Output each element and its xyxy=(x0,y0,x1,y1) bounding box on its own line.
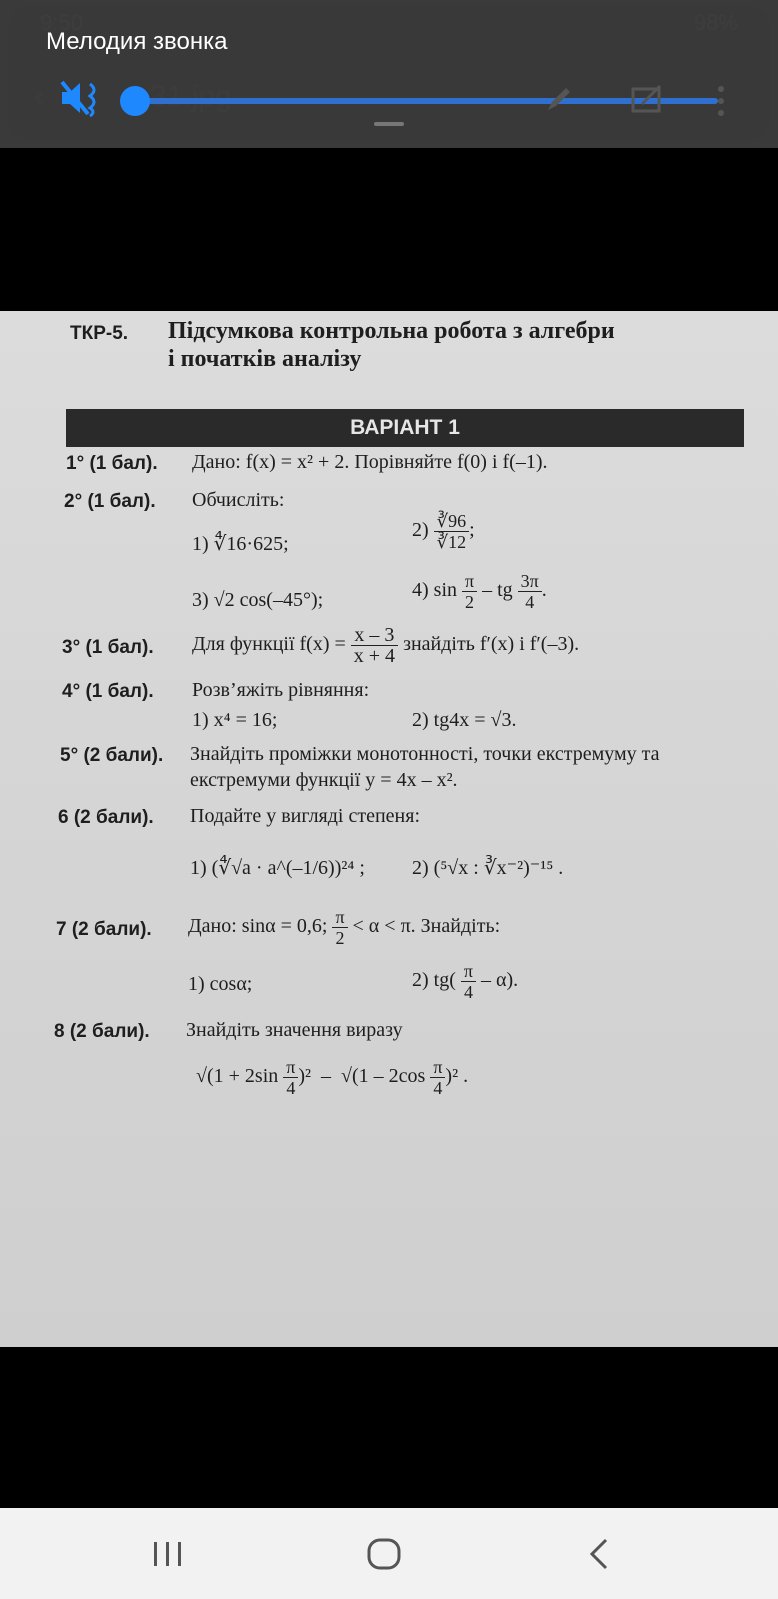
task-7-item-2: 2) tg( $\frac{\pi}{4}$ – α). xyxy=(412,961,519,1002)
task-8-text: Знайдіть значення виразу xyxy=(186,1019,403,1041)
worksheet-photo xyxy=(0,311,778,1347)
task-6-points: 6 (2 бали). xyxy=(58,807,154,828)
task-2-item-2: 2) $\frac{∛96}{∛12}$ ; xyxy=(412,511,475,552)
task-8-points: 8 (2 бали). xyxy=(54,1021,150,1042)
task-4-item-2: 2) tg4x = √3. xyxy=(412,709,517,731)
test-code: ТКР-5. xyxy=(70,323,129,344)
home-icon[interactable] xyxy=(362,1532,406,1576)
more-options-icon[interactable] xyxy=(714,84,728,118)
task-8-expression: √(1 + 2sin $\frac{\pi}{4}$ )² – √(1 – 2cos $\frac{\pi}{4}$ )² . xyxy=(196,1057,469,1098)
edit-icon[interactable] xyxy=(544,84,574,114)
volume-panel xyxy=(8,6,770,140)
task-2-points: 2° (1 бал). xyxy=(64,491,156,512)
task-5-points: 5° (2 бали). xyxy=(60,745,164,766)
task-3-text: Для функції f(x) = $\frac{x - 3}{x + 4}$ знайдіть f′(x) і f′(–3). xyxy=(192,624,580,667)
variant-header: ВАРІАНТ 1 xyxy=(66,409,744,447)
task-2-item-4: 4) sin $\frac{\pi}{2}$ – tg $\frac{3\pi}{4}$ . xyxy=(412,571,547,612)
task-7-text: Дано: sinα = 0,6; $\frac{\pi}{2}$ < α < π. Знайдіть: xyxy=(188,907,501,948)
task-5-line-2: екстремуми функції y = 4x – x². xyxy=(190,769,458,791)
task-6-item-1: 1) (∜√a · a^(–1/6))²⁴ ; xyxy=(190,857,365,879)
task-6-text: Подайте у вигляді степеня: xyxy=(190,805,421,827)
share-icon[interactable] xyxy=(630,84,664,114)
volume-panel-title: Мелодия звонка xyxy=(46,28,228,55)
recent-apps-icon[interactable] xyxy=(146,1532,190,1576)
top-area xyxy=(0,0,778,148)
task-1-points: 1° (1 бал). xyxy=(66,453,158,474)
title-line-2: і початків аналізу xyxy=(168,346,362,372)
task-2-item-1: 1) ∜16·625; xyxy=(192,533,289,555)
worksheet xyxy=(0,311,778,1347)
task-2-item-3: 3) √2 cos(–45°); xyxy=(192,589,324,611)
task-4-text: Розв’яжіть рівняння: xyxy=(192,679,370,701)
mute-ringtone-icon[interactable] xyxy=(60,78,104,118)
task-3-points: 3° (1 бал). xyxy=(62,637,154,658)
title-line-1: Підсумкова контрольна робота з алгебри xyxy=(168,318,615,344)
task-7-item-1: 1) cosα; xyxy=(188,973,253,995)
panel-handle[interactable] xyxy=(374,122,404,126)
task-4-points: 4° (1 бал). xyxy=(62,681,154,702)
task-2-text: Обчисліть: xyxy=(192,489,285,511)
task-5-line-1: Знайдіть проміжки монотонності, точки екстремуму та xyxy=(190,743,660,765)
navigation-bar xyxy=(0,1508,778,1599)
task-6-item-2: 2) (⁵√x : ∛x⁻²)⁻¹⁵ . xyxy=(412,857,564,879)
volume-slider-thumb[interactable] xyxy=(120,86,150,116)
task-1-text: Дано: f(x) = x² + 2. Порівняйте f(0) і f(–1). xyxy=(192,451,548,473)
task-4-item-1: 1) x⁴ = 16; xyxy=(192,709,278,731)
back-icon[interactable] xyxy=(578,1532,622,1576)
page-title xyxy=(168,317,615,373)
task-7-points: 7 (2 бали). xyxy=(56,919,152,940)
